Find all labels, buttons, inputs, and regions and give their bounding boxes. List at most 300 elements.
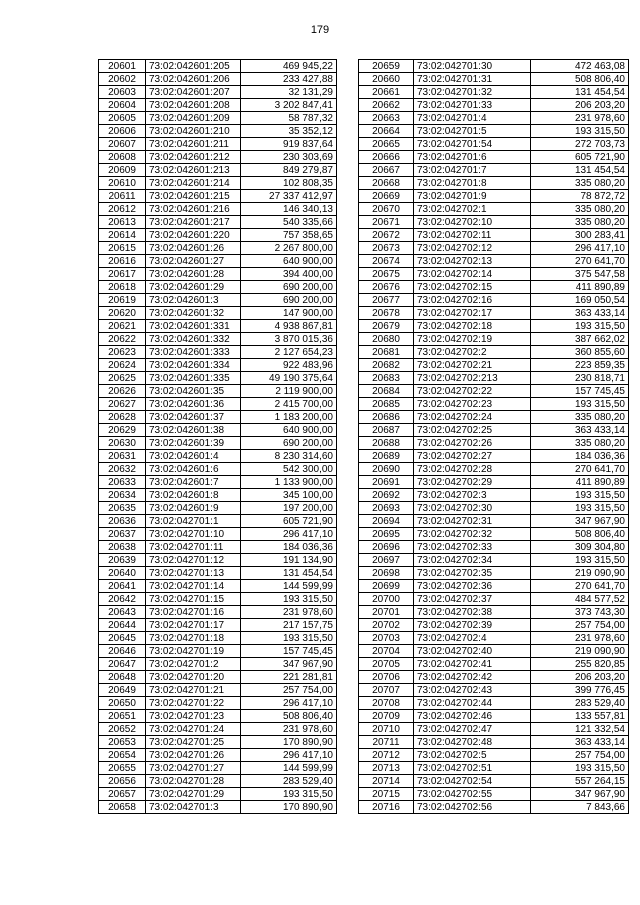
cadastral-number-cell: 73:02:042601:209 bbox=[146, 112, 241, 125]
row-number-cell: 20618 bbox=[99, 281, 146, 294]
row-number-cell: 20624 bbox=[99, 359, 146, 372]
table-row bbox=[99, 398, 337, 411]
table-row bbox=[359, 801, 629, 814]
row-number-cell: 20629 bbox=[99, 424, 146, 437]
cadastral-number-cell: 73:02:042702:4 bbox=[414, 632, 531, 645]
row-number-cell: 20611 bbox=[99, 190, 146, 203]
value-cell: 690 200,00 bbox=[241, 281, 337, 294]
row-number-cell: 20623 bbox=[99, 346, 146, 359]
value-cell: 508 806,40 bbox=[531, 73, 629, 86]
cadastral-number-cell: 73:02:042702:26 bbox=[414, 437, 531, 450]
cadastral-number-cell: 73:02:042701:20 bbox=[146, 671, 241, 684]
table-row bbox=[359, 216, 629, 229]
row-number-cell: 20686 bbox=[359, 411, 414, 424]
cadastral-number-cell: 73:02:042702:46 bbox=[414, 710, 531, 723]
row-number-cell: 20678 bbox=[359, 307, 414, 320]
table-row bbox=[99, 424, 337, 437]
row-number-cell: 20669 bbox=[359, 190, 414, 203]
cadastral-number-cell: 73:02:042601:6 bbox=[146, 463, 241, 476]
value-cell: 231 978,60 bbox=[241, 723, 337, 736]
row-number-cell: 20664 bbox=[359, 125, 414, 138]
row-number-cell: 20665 bbox=[359, 138, 414, 151]
cadastral-number-cell: 73:02:042601:331 bbox=[146, 320, 241, 333]
cadastral-number-cell: 73:02:042701:5 bbox=[414, 125, 531, 138]
cadastral-number-cell: 73:02:042601:7 bbox=[146, 476, 241, 489]
row-number-cell: 20631 bbox=[99, 450, 146, 463]
table-row bbox=[99, 684, 337, 697]
value-cell: 540 335,66 bbox=[241, 216, 337, 229]
cadastral-number-cell: 73:02:042701:30 bbox=[414, 60, 531, 73]
table-row bbox=[359, 112, 629, 125]
row-number-cell: 20699 bbox=[359, 580, 414, 593]
table-row bbox=[99, 60, 337, 73]
value-cell: 1 133 900,00 bbox=[241, 476, 337, 489]
row-number-cell: 20656 bbox=[99, 775, 146, 788]
row-number-cell: 20679 bbox=[359, 320, 414, 333]
value-cell: 757 358,65 bbox=[241, 229, 337, 242]
table-row bbox=[99, 697, 337, 710]
cadastral-number-cell: 73:02:042701:9 bbox=[414, 190, 531, 203]
row-number-cell: 20688 bbox=[359, 437, 414, 450]
cadastral-number-cell: 73:02:042701:27 bbox=[146, 762, 241, 775]
cadastral-number-cell: 73:02:042702:36 bbox=[414, 580, 531, 593]
cadastral-number-cell: 73:02:042701:10 bbox=[146, 528, 241, 541]
cadastral-number-cell: 73:02:042702:48 bbox=[414, 736, 531, 749]
table-row bbox=[359, 125, 629, 138]
value-cell: 230 818,71 bbox=[531, 372, 629, 385]
table-row bbox=[359, 99, 629, 112]
value-cell: 363 433,14 bbox=[531, 307, 629, 320]
table-row bbox=[359, 476, 629, 489]
cadastral-number-cell: 73:02:042701:26 bbox=[146, 749, 241, 762]
table-row bbox=[359, 671, 629, 684]
value-cell: 335 080,20 bbox=[531, 216, 629, 229]
row-number-cell: 20710 bbox=[359, 723, 414, 736]
row-number-cell: 20634 bbox=[99, 489, 146, 502]
table-row bbox=[99, 762, 337, 775]
cadastral-number-cell: 73:02:042601:3 bbox=[146, 294, 241, 307]
cadastral-number-cell: 73:02:042601:8 bbox=[146, 489, 241, 502]
row-number-cell: 20704 bbox=[359, 645, 414, 658]
cadastral-number-cell: 73:02:042601:206 bbox=[146, 73, 241, 86]
page-number: 179 bbox=[310, 24, 330, 36]
table-row bbox=[99, 710, 337, 723]
cadastral-number-cell: 73:02:042701:33 bbox=[414, 99, 531, 112]
cadastral-number-cell: 73:02:042701:25 bbox=[146, 736, 241, 749]
table-row bbox=[359, 450, 629, 463]
cadastral-number-cell: 73:02:042702:33 bbox=[414, 541, 531, 554]
value-cell: 640 900,00 bbox=[241, 255, 337, 268]
table-row bbox=[359, 567, 629, 580]
cadastral-number-cell: 73:02:042702:44 bbox=[414, 697, 531, 710]
table-row bbox=[99, 580, 337, 593]
value-cell: 399 776,45 bbox=[531, 684, 629, 697]
table-row bbox=[359, 86, 629, 99]
value-cell: 193 315,50 bbox=[241, 593, 337, 606]
cadastral-number-cell: 73:02:042702:25 bbox=[414, 424, 531, 437]
value-cell: 296 417,10 bbox=[241, 697, 337, 710]
table-row bbox=[99, 749, 337, 762]
row-number-cell: 20620 bbox=[99, 307, 146, 320]
table-row bbox=[359, 151, 629, 164]
row-number-cell: 20675 bbox=[359, 268, 414, 281]
row-number-cell: 20648 bbox=[99, 671, 146, 684]
cadastral-number-cell: 73:02:042701:4 bbox=[414, 112, 531, 125]
cadastral-number-cell: 73:02:042601:216 bbox=[146, 203, 241, 216]
table-row bbox=[359, 60, 629, 73]
cadastral-number-cell: 73:02:042702:22 bbox=[414, 385, 531, 398]
value-cell: 605 721,90 bbox=[531, 151, 629, 164]
row-number-cell: 20680 bbox=[359, 333, 414, 346]
cadastral-number-cell: 73:02:042601:9 bbox=[146, 502, 241, 515]
table-row bbox=[99, 268, 337, 281]
value-cell: 270 641,70 bbox=[531, 580, 629, 593]
value-cell: 557 264,15 bbox=[531, 775, 629, 788]
cadastral-number-cell: 73:02:042701:17 bbox=[146, 619, 241, 632]
table-row bbox=[359, 515, 629, 528]
cadastral-number-cell: 73:02:042702:213 bbox=[414, 372, 531, 385]
table-row bbox=[99, 385, 337, 398]
cadastral-number-cell: 73:02:042701:6 bbox=[414, 151, 531, 164]
value-cell: 257 754,00 bbox=[241, 684, 337, 697]
cadastral-number-cell: 73:02:042701:18 bbox=[146, 632, 241, 645]
cadastral-number-cell: 73:02:042701:23 bbox=[146, 710, 241, 723]
table-row bbox=[359, 502, 629, 515]
table-row bbox=[99, 463, 337, 476]
table-row bbox=[359, 658, 629, 671]
row-number-cell: 20711 bbox=[359, 736, 414, 749]
cadastral-number-cell: 73:02:042601:35 bbox=[146, 385, 241, 398]
table-row bbox=[99, 281, 337, 294]
row-number-cell: 20714 bbox=[359, 775, 414, 788]
table-row bbox=[359, 242, 629, 255]
table-row bbox=[99, 515, 337, 528]
value-cell: 270 641,70 bbox=[531, 255, 629, 268]
table-row bbox=[359, 294, 629, 307]
value-cell: 231 978,60 bbox=[531, 112, 629, 125]
value-cell: 484 577,52 bbox=[531, 593, 629, 606]
row-number-cell: 20700 bbox=[359, 593, 414, 606]
row-number-cell: 20684 bbox=[359, 385, 414, 398]
cadastral-number-cell: 73:02:042601:37 bbox=[146, 411, 241, 424]
row-number-cell: 20628 bbox=[99, 411, 146, 424]
value-cell: 363 433,14 bbox=[531, 424, 629, 437]
table-row bbox=[99, 307, 337, 320]
value-cell: 375 547,58 bbox=[531, 268, 629, 281]
table-row bbox=[359, 749, 629, 762]
cadastral-number-cell: 73:02:042702:31 bbox=[414, 515, 531, 528]
table-row bbox=[359, 541, 629, 554]
row-number-cell: 20633 bbox=[99, 476, 146, 489]
row-number-cell: 20706 bbox=[359, 671, 414, 684]
row-number-cell: 20668 bbox=[359, 177, 414, 190]
row-number-cell: 20671 bbox=[359, 216, 414, 229]
table-row bbox=[359, 203, 629, 216]
cadastral-number-cell: 73:02:042601:39 bbox=[146, 437, 241, 450]
table-row bbox=[99, 411, 337, 424]
table-row bbox=[99, 502, 337, 515]
table-row bbox=[99, 164, 337, 177]
table-row bbox=[99, 541, 337, 554]
value-cell: 197 200,00 bbox=[241, 502, 337, 515]
table-row bbox=[99, 125, 337, 138]
table-row bbox=[99, 86, 337, 99]
table-row bbox=[99, 216, 337, 229]
cadastral-number-cell: 73:02:042601:335 bbox=[146, 372, 241, 385]
row-number-cell: 20616 bbox=[99, 255, 146, 268]
cadastral-table-left bbox=[98, 59, 337, 814]
row-number-cell: 20603 bbox=[99, 86, 146, 99]
row-number-cell: 20672 bbox=[359, 229, 414, 242]
table-row bbox=[99, 801, 337, 814]
cadastral-number-cell: 73:02:042702:47 bbox=[414, 723, 531, 736]
row-number-cell: 20695 bbox=[359, 528, 414, 541]
cadastral-number-cell: 73:02:042601:32 bbox=[146, 307, 241, 320]
row-number-cell: 20692 bbox=[359, 489, 414, 502]
cadastral-number-cell: 73:02:042702:42 bbox=[414, 671, 531, 684]
value-cell: 219 090,90 bbox=[531, 645, 629, 658]
table-row bbox=[359, 424, 629, 437]
table-row bbox=[99, 333, 337, 346]
table-row bbox=[359, 775, 629, 788]
value-cell: 184 036,36 bbox=[531, 450, 629, 463]
row-number-cell: 20622 bbox=[99, 333, 146, 346]
row-number-cell: 20615 bbox=[99, 242, 146, 255]
cadastral-number-cell: 73:02:042601:213 bbox=[146, 164, 241, 177]
cadastral-number-cell: 73:02:042701:28 bbox=[146, 775, 241, 788]
value-cell: 257 754,00 bbox=[531, 619, 629, 632]
row-number-cell: 20702 bbox=[359, 619, 414, 632]
value-cell: 411 890,89 bbox=[531, 281, 629, 294]
cadastral-number-cell: 73:02:042701:16 bbox=[146, 606, 241, 619]
row-number-cell: 20610 bbox=[99, 177, 146, 190]
value-cell: 2 267 800,00 bbox=[241, 242, 337, 255]
table-row bbox=[99, 372, 337, 385]
value-cell: 309 304,80 bbox=[531, 541, 629, 554]
cadastral-number-cell: 73:02:042601:211 bbox=[146, 138, 241, 151]
value-cell: 133 557,81 bbox=[531, 710, 629, 723]
row-number-cell: 20658 bbox=[99, 801, 146, 814]
value-cell: 223 859,35 bbox=[531, 359, 629, 372]
table-row bbox=[99, 177, 337, 190]
cadastral-number-cell: 73:02:042702:17 bbox=[414, 307, 531, 320]
row-number-cell: 20681 bbox=[359, 346, 414, 359]
row-number-cell: 20608 bbox=[99, 151, 146, 164]
table-row bbox=[99, 73, 337, 86]
row-number-cell: 20605 bbox=[99, 112, 146, 125]
cadastral-number-cell: 73:02:042702:11 bbox=[414, 229, 531, 242]
row-number-cell: 20701 bbox=[359, 606, 414, 619]
value-cell: 347 967,90 bbox=[531, 788, 629, 801]
row-number-cell: 20635 bbox=[99, 502, 146, 515]
cadastral-number-cell: 73:02:042601:332 bbox=[146, 333, 241, 346]
value-cell: 335 080,20 bbox=[531, 411, 629, 424]
value-cell: 2 127 654,23 bbox=[241, 346, 337, 359]
table-row bbox=[359, 554, 629, 567]
cadastral-number-cell: 73:02:042702:19 bbox=[414, 333, 531, 346]
cadastral-number-cell: 73:02:042701:1 bbox=[146, 515, 241, 528]
table-row bbox=[99, 450, 337, 463]
value-cell: 640 900,00 bbox=[241, 424, 337, 437]
table-row bbox=[99, 138, 337, 151]
cadastral-number-cell: 73:02:042702:34 bbox=[414, 554, 531, 567]
row-number-cell: 20643 bbox=[99, 606, 146, 619]
value-cell: 542 300,00 bbox=[241, 463, 337, 476]
table-row bbox=[99, 151, 337, 164]
value-cell: 345 100,00 bbox=[241, 489, 337, 502]
cadastral-number-cell: 73:02:042701:19 bbox=[146, 645, 241, 658]
cadastral-number-cell: 73:02:042702:35 bbox=[414, 567, 531, 580]
cadastral-number-cell: 73:02:042702:14 bbox=[414, 268, 531, 281]
value-cell: 146 340,13 bbox=[241, 203, 337, 216]
cadastral-number-cell: 73:02:042601:214 bbox=[146, 177, 241, 190]
value-cell: 3 202 847,41 bbox=[241, 99, 337, 112]
row-number-cell: 20667 bbox=[359, 164, 414, 177]
value-cell: 157 745,45 bbox=[531, 385, 629, 398]
value-cell: 7 843,66 bbox=[531, 801, 629, 814]
row-number-cell: 20670 bbox=[359, 203, 414, 216]
row-number-cell: 20682 bbox=[359, 359, 414, 372]
value-cell: 193 315,50 bbox=[531, 762, 629, 775]
value-cell: 605 721,90 bbox=[241, 515, 337, 528]
row-number-cell: 20657 bbox=[99, 788, 146, 801]
value-cell: 191 134,90 bbox=[241, 554, 337, 567]
cadastral-number-cell: 73:02:042702:2 bbox=[414, 346, 531, 359]
cadastral-number-cell: 73:02:042601:210 bbox=[146, 125, 241, 138]
value-cell: 272 703,73 bbox=[531, 138, 629, 151]
table-row bbox=[359, 788, 629, 801]
value-cell: 170 890,90 bbox=[241, 736, 337, 749]
value-cell: 394 400,00 bbox=[241, 268, 337, 281]
value-cell: 919 837,64 bbox=[241, 138, 337, 151]
value-cell: 257 754,00 bbox=[531, 749, 629, 762]
value-cell: 35 352,12 bbox=[241, 125, 337, 138]
table-row bbox=[359, 398, 629, 411]
value-cell: 296 417,10 bbox=[241, 749, 337, 762]
row-number-cell: 20655 bbox=[99, 762, 146, 775]
table-row bbox=[359, 632, 629, 645]
cadastral-number-cell: 73:02:042701:13 bbox=[146, 567, 241, 580]
table-row bbox=[99, 554, 337, 567]
table-row bbox=[359, 320, 629, 333]
cadastral-number-cell: 73:02:042702:39 bbox=[414, 619, 531, 632]
value-cell: 147 900,00 bbox=[241, 307, 337, 320]
cadastral-number-cell: 73:02:042702:54 bbox=[414, 775, 531, 788]
row-number-cell: 20683 bbox=[359, 372, 414, 385]
cadastral-number-cell: 73:02:042601:36 bbox=[146, 398, 241, 411]
value-cell: 363 433,14 bbox=[531, 736, 629, 749]
row-number-cell: 20716 bbox=[359, 801, 414, 814]
table-row bbox=[359, 73, 629, 86]
row-number-cell: 20715 bbox=[359, 788, 414, 801]
cadastral-number-cell: 73:02:042701:29 bbox=[146, 788, 241, 801]
table-row bbox=[359, 333, 629, 346]
value-cell: 849 279,87 bbox=[241, 164, 337, 177]
value-cell: 373 743,30 bbox=[531, 606, 629, 619]
table-row bbox=[99, 567, 337, 580]
row-number-cell: 20645 bbox=[99, 632, 146, 645]
value-cell: 206 203,20 bbox=[531, 99, 629, 112]
value-cell: 131 454,54 bbox=[531, 164, 629, 177]
table-row bbox=[99, 775, 337, 788]
value-cell: 690 200,00 bbox=[241, 437, 337, 450]
table-row bbox=[99, 476, 337, 489]
row-number-cell: 20653 bbox=[99, 736, 146, 749]
value-cell: 283 529,40 bbox=[241, 775, 337, 788]
value-cell: 193 315,50 bbox=[531, 502, 629, 515]
value-cell: 300 283,41 bbox=[531, 229, 629, 242]
value-cell: 193 315,50 bbox=[531, 398, 629, 411]
table-row bbox=[359, 411, 629, 424]
row-number-cell: 20601 bbox=[99, 60, 146, 73]
table-row bbox=[359, 762, 629, 775]
row-number-cell: 20602 bbox=[99, 73, 146, 86]
value-cell: 193 315,50 bbox=[531, 320, 629, 333]
row-number-cell: 20632 bbox=[99, 463, 146, 476]
cadastral-number-cell: 73:02:042702:16 bbox=[414, 294, 531, 307]
table-row bbox=[99, 359, 337, 372]
cadastral-number-cell: 73:02:042702:51 bbox=[414, 762, 531, 775]
row-number-cell: 20694 bbox=[359, 515, 414, 528]
cadastral-number-cell: 73:02:042601:217 bbox=[146, 216, 241, 229]
cadastral-number-cell: 73:02:042601:215 bbox=[146, 190, 241, 203]
row-number-cell: 20646 bbox=[99, 645, 146, 658]
value-cell: 193 315,50 bbox=[531, 554, 629, 567]
value-cell: 387 662,02 bbox=[531, 333, 629, 346]
cadastral-number-cell: 73:02:042601:220 bbox=[146, 229, 241, 242]
value-cell: 347 967,90 bbox=[531, 515, 629, 528]
cadastral-number-cell: 73:02:042702:1 bbox=[414, 203, 531, 216]
table-row bbox=[359, 723, 629, 736]
row-number-cell: 20663 bbox=[359, 112, 414, 125]
table-row bbox=[359, 281, 629, 294]
value-cell: 3 870 015,36 bbox=[241, 333, 337, 346]
row-number-cell: 20627 bbox=[99, 398, 146, 411]
cadastral-number-cell: 73:02:042702:10 bbox=[414, 216, 531, 229]
value-cell: 131 454,54 bbox=[531, 86, 629, 99]
table-row bbox=[359, 372, 629, 385]
table-row bbox=[99, 99, 337, 112]
table-row bbox=[99, 606, 337, 619]
table-row bbox=[99, 593, 337, 606]
table-row bbox=[99, 489, 337, 502]
row-number-cell: 20661 bbox=[359, 86, 414, 99]
table-row bbox=[359, 255, 629, 268]
cadastral-number-cell: 73:02:042702:37 bbox=[414, 593, 531, 606]
value-cell: 2 415 700,00 bbox=[241, 398, 337, 411]
cadastral-number-cell: 73:02:042601:38 bbox=[146, 424, 241, 437]
row-number-cell: 20659 bbox=[359, 60, 414, 73]
value-cell: 169 050,54 bbox=[531, 294, 629, 307]
table-row bbox=[99, 658, 337, 671]
table-row bbox=[359, 736, 629, 749]
value-cell: 58 787,32 bbox=[241, 112, 337, 125]
row-number-cell: 20640 bbox=[99, 567, 146, 580]
value-cell: 469 945,22 bbox=[241, 60, 337, 73]
value-cell: 102 808,35 bbox=[241, 177, 337, 190]
value-cell: 335 080,20 bbox=[531, 177, 629, 190]
cadastral-number-cell: 73:02:042702:55 bbox=[414, 788, 531, 801]
cadastral-number-cell: 73:02:042601:334 bbox=[146, 359, 241, 372]
table-row bbox=[359, 580, 629, 593]
cadastral-number-cell: 73:02:042702:24 bbox=[414, 411, 531, 424]
table-row bbox=[99, 632, 337, 645]
value-cell: 4 938 867,81 bbox=[241, 320, 337, 333]
cadastral-number-cell: 73:02:042701:8 bbox=[414, 177, 531, 190]
table-row bbox=[99, 203, 337, 216]
table-row bbox=[359, 489, 629, 502]
table-row bbox=[99, 619, 337, 632]
